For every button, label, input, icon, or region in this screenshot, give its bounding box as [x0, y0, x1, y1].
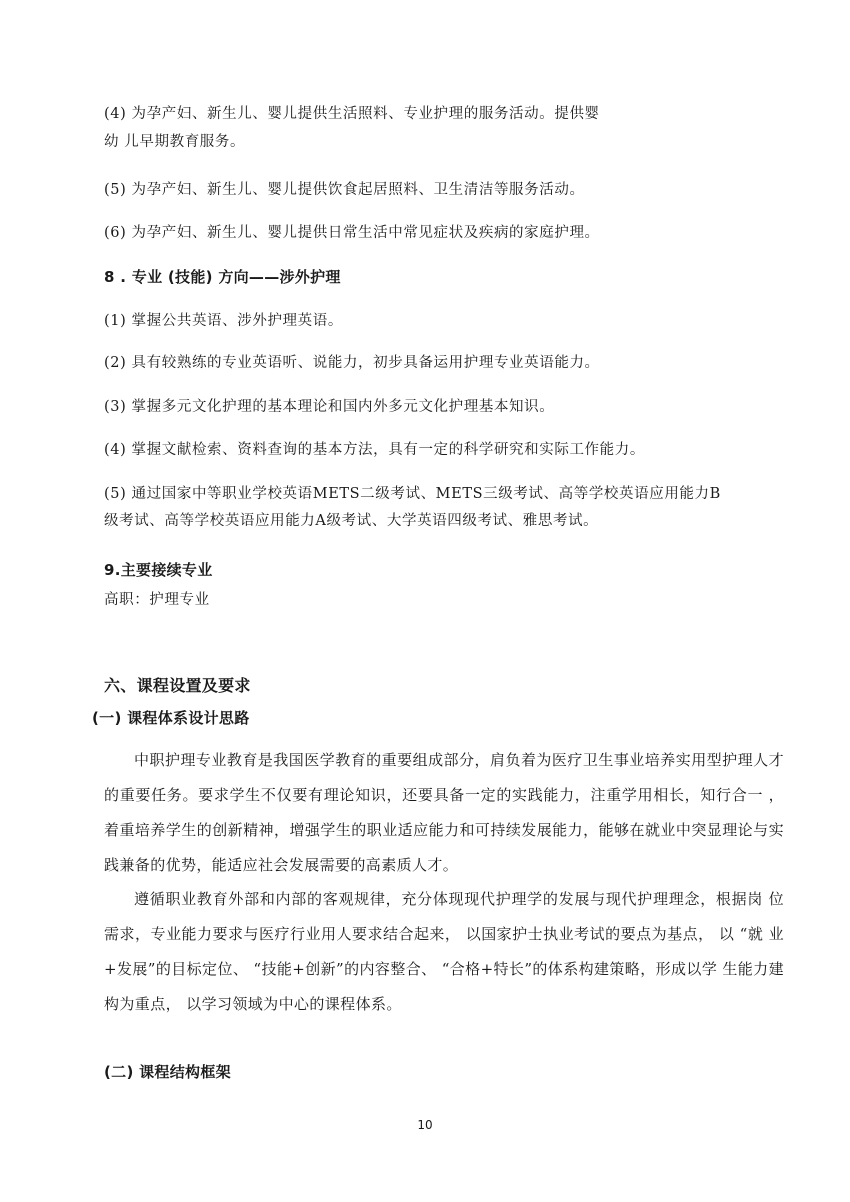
- item-4-line-2: 幼 儿早期教育服务。: [104, 134, 246, 150]
- section-6-heading: 六、课程设置及要求: [104, 676, 251, 695]
- paragraph-2: 遵循职业教育外部和内部的客观规律，充分体现现代护理学的发展与现代护理理念，根据岗 位需求，专业能力要求与医疗行业用人要求结合起来， 以国家护士执业考试的要点为基点， 以 “就 业+发展”的目标定位、 “技能+创新”的内容整合、 “合格+特长”的体系构建策略，形成以学 生能力建构为重点， 以学习领域为中心的课程体系。: [104, 890, 784, 1013]
- section-8-item-5-line-2: 级考试、高等学校英语应用能力A级考试、大学英语四级考试、雅思考试。: [104, 513, 599, 529]
- section-9-text: 高职：护理专业: [104, 592, 210, 608]
- item-5: (5) 为孕产妇、新生儿、婴儿提供饮食起居照料、卫生清洁等服务活动。: [104, 182, 585, 198]
- subsection-2-heading: (二) 课程结构框架: [104, 1063, 231, 1081]
- subsection-1-heading: (一) 课程体系设计思路: [92, 709, 250, 727]
- section-9-heading: 9.主要接续专业: [104, 561, 213, 579]
- item-6: (6) 为孕产妇、新生儿、婴儿提供日常生活中常见症状及疾病的家庭护理。: [104, 225, 600, 241]
- section-8-item-5-line-1: (5) 通过国家中等职业学校英语METS二级考试、METS三级考试、高等学校英语应用能力B: [104, 486, 721, 502]
- section-8-item-1: (1) 掌握公共英语、涉外护理英语。: [104, 313, 343, 329]
- section-8-item-4: (4) 掌握文献检索、资料查询的基本方法，具有一定的科学研究和实际工作能力。: [104, 442, 645, 458]
- paragraph-1: 中职护理专业教育是我国医学教育的重要组成部分，肩负着为医疗卫生事业培养实用型护理人才的重要任务。要求学生不仅要有理论知识，还要具备一定的实践能力，注重学用相长，知行合一 ，着重培养学生的创新精神，增强学生的职业适应能力和可持续发展能力，能够在就业中突显理论与实践兼备的优势，能适应社会发展需要的高素质人才。: [104, 751, 784, 874]
- item-4-line-1: (4) 为孕产妇、新生儿、婴儿提供生活照料、专业护理的服务活动。提供婴: [104, 106, 600, 122]
- page-number: 10: [417, 1118, 433, 1132]
- section-8-item-3: (3) 掌握多元文化护理的基本理论和国内外多元文化护理基本知识。: [104, 399, 555, 415]
- section-8-heading: 8 . 专业 (技能) 方向——涉外护理: [104, 268, 341, 286]
- section-8-item-2: (2) 具有较熟练的专业英语听、说能力，初步具备运用护理专业英语能力。: [104, 355, 600, 371]
